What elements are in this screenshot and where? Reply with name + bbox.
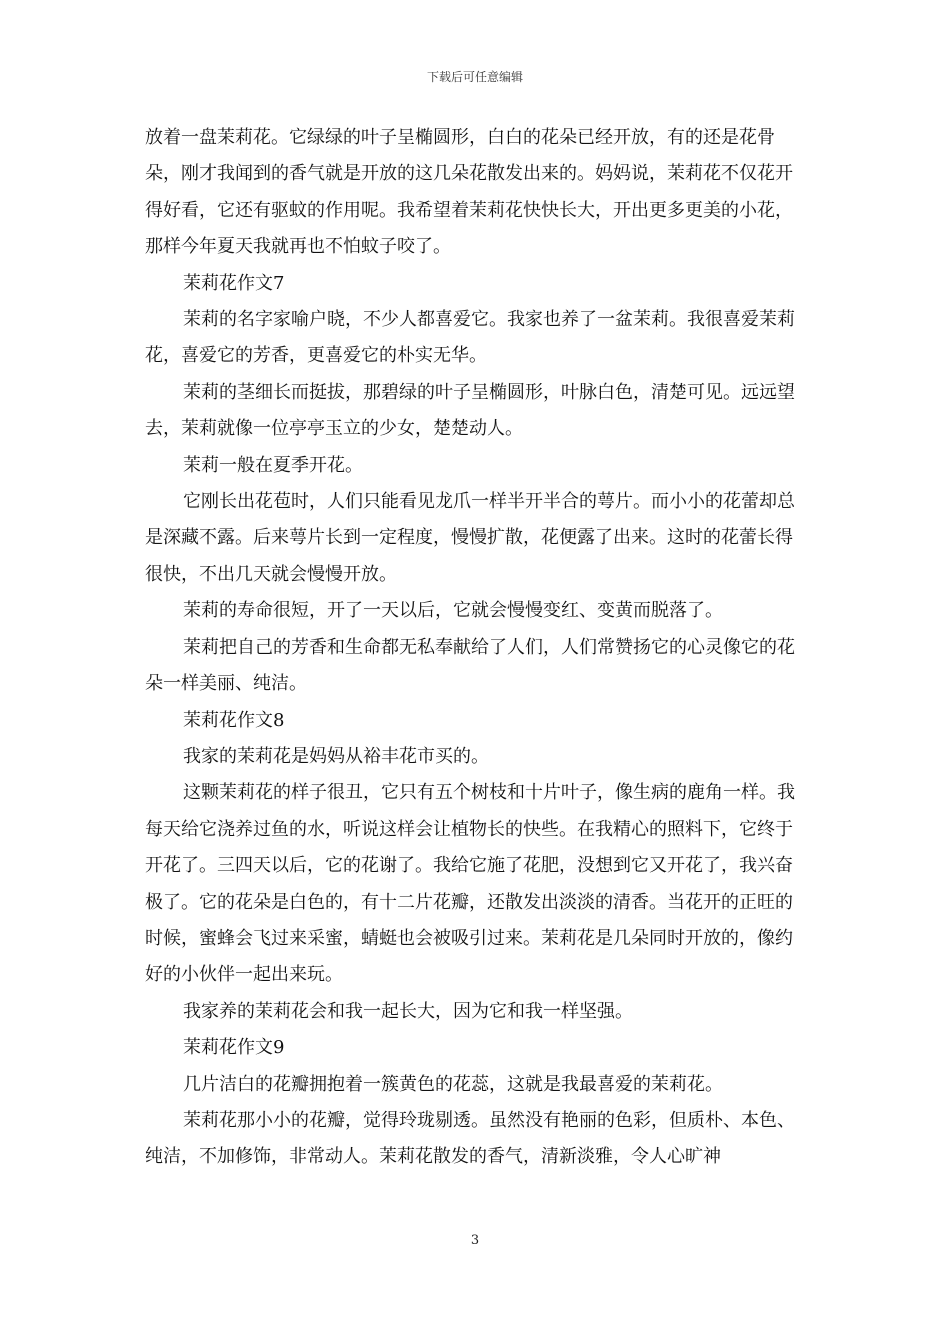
section-heading: 茉莉花作文8	[183, 709, 285, 731]
section-heading: 茉莉花作文7	[183, 272, 285, 294]
paragraph: 放着一盘茉莉花。它绿绿的叶子呈椭圆形，白白的花朵已经开放，有的还是花骨朵，刚才我闻到的香气就是开放的这几朵花散发出来的。妈妈说，茉莉花不仅花开得好看，它还有驱蚊的作用呢。我希望着茉莉花快快长大，开出更多更美的小花，那样今年夏天我就再也不怕蚊子咬了。	[145, 127, 793, 258]
paragraph: 我家养的茉莉花会和我一起长大，因为它和我一样坚强。	[183, 1000, 633, 1022]
paragraph: 几片洁白的花瓣拥抱着一簇黄色的花蕊，这就是我最喜爱的茉莉花。	[183, 1073, 723, 1095]
paragraph: 茉莉的寿命很短，开了一天以后，它就会慢慢变红、变黄而脱落了。	[183, 600, 723, 622]
page-header: 下载后可任意编辑	[426, 70, 523, 84]
section-heading: 茉莉花作文9	[183, 1037, 285, 1059]
paragraph: 茉莉花那小小的花瓣，觉得玲珑剔透。虽然没有艳丽的色彩，但质朴、本色、纯洁，不加修饰，非常动人。茉莉花散发的香气，清新淡雅，令人心旷神	[145, 1109, 795, 1168]
paragraph: 茉莉把自己的芳香和生命都无私奉献给了人们，人们常赞扬它的心灵像它的花朵一样美丽、纯洁。	[145, 636, 795, 695]
paragraph: 茉莉的名字家喻户晓，不少人都喜爱它。我家也养了一盆茉莉。我很喜爱茉莉花，喜爱它的芳香，更喜爱它的朴实无华。	[145, 309, 795, 367]
paragraph: 它刚长出花苞时，人们只能看见龙爪一样半开半合的萼片。而小小的花蕾却总是深藏不露。后来萼片长到一定程度，慢慢扩散，花便露了出来。这时的花蕾长得很快，不出几天就会慢慢开放。	[145, 491, 795, 585]
page-number: 3	[470, 1233, 480, 1248]
paragraph: 茉莉一般在夏季开花。	[183, 454, 363, 476]
paragraph: 我家的茉莉花是妈妈从裕丰花市买的。	[183, 745, 489, 767]
paragraph: 这颗茉莉花的样子很丑，它只有五个树枝和十片叶子，像生病的鹿角一样。我每天给它浇养过鱼的水，听说这样会让植物长的快些。在我精心的照料下，它终于开花了。三四天以后，它的花谢了。我给它施了花肥，没想到它又开花了，我兴奋极了。它的花朵是白色的，有十二片花瓣，还散发出淡淡的清香。当花开的正旺的时候，蜜蜂会飞过来采蜜，蜻蜓也会被吸引过来。茉莉花是几朵同时开放的，像约好的小伙伴一起出来玩。	[145, 782, 795, 986]
paragraph: 茉莉的茎细长而挺拔，那碧绿的叶子呈椭圆形，叶脉白色，清楚可见。远远望去，茉莉就像一位亭亭玉立的少女，楚楚动人。	[145, 381, 795, 440]
document-body	[145, 120, 810, 1176]
